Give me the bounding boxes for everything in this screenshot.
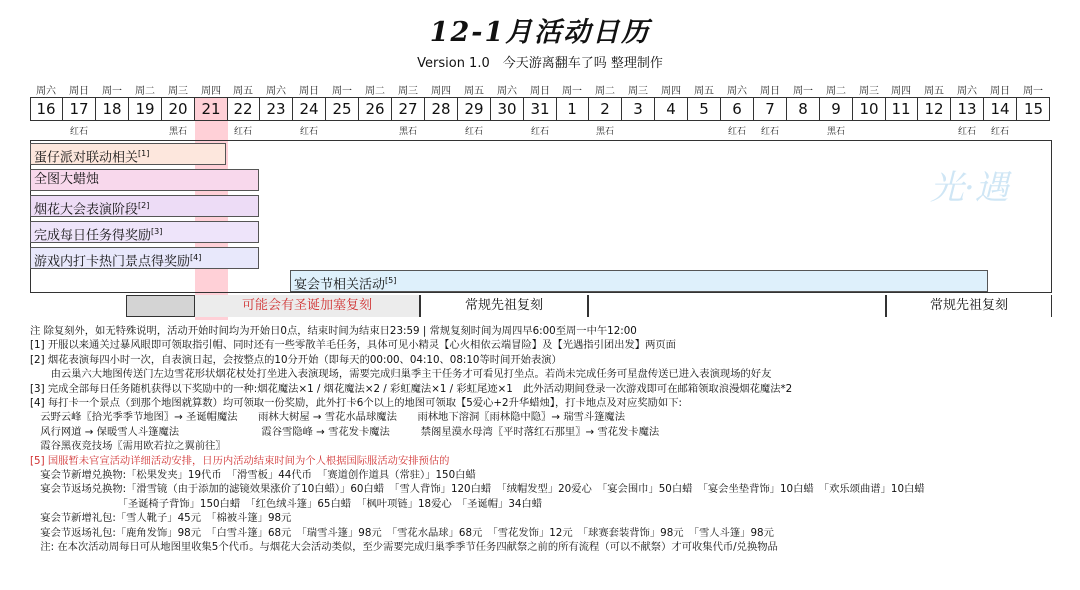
date-cell: 10 <box>853 97 886 121</box>
event-bar-fireworks <box>30 195 259 217</box>
date-cell: 30 <box>491 97 524 121</box>
event-label: 宴会节相关活动 <box>294 277 386 293</box>
stone-label: 红石 <box>464 127 483 137</box>
date-cell: 26 <box>359 97 392 121</box>
weekday-label: 周六 <box>36 86 56 97</box>
date-cell: 6 <box>721 97 754 121</box>
event-label: 全图大蜡烛 <box>34 172 100 187</box>
note-line: 宴会节返场兑换物:「滑雪镜（由于添加的滤镜效果涨价了10白蜡）」60白蜡 「雪人背饰」120白蜡 「绒帽发型」20爱心 「宴会围巾」50白蜡 「宴会坐垫背饰」10白蜡 「欢乐颂曲谱」10白蜡 <box>30 483 925 496</box>
date-cell: 4 <box>655 97 688 121</box>
note-line: 云野云峰〖拾光季季节地图〗→ 圣诞帽魔法 雨林大树屋 → 雪花水晶球魔法 雨林地下溶洞〖雨林隐中隐〗→ 瑞雪斗篷魔法 <box>30 411 626 424</box>
stone-label: 黑石 <box>398 127 417 137</box>
weekday-label: 周一 <box>1023 86 1043 97</box>
weekday-label: 周二 <box>595 86 615 97</box>
event-ref: [2] <box>138 201 150 210</box>
stone-label: 红石 <box>233 127 252 137</box>
weekday-label: 周三 <box>168 86 188 97</box>
event-label: 蛋仔派对联动相关 <box>34 150 139 166</box>
note-line: 宴会节新增礼包:「雪人靴子」45元 「棉被斗篷」98元 <box>30 512 292 525</box>
note-line: 「圣诞椅子背饰」150白蜡 「红色绒斗篷」65白蜡 「枫叶项链」18爱心 「圣诞帽」34白蜡 <box>30 497 543 510</box>
date-cell: 12 <box>918 97 951 121</box>
date-cell: 27 <box>392 97 425 121</box>
weekday-label: 周二 <box>365 86 385 97</box>
weekday-label: 周六 <box>266 86 286 97</box>
rerun-regular-1: 常规先祖复刻 <box>420 295 588 317</box>
weekday-label: 周一 <box>793 86 813 97</box>
event-label: 游戏内打卡热门景点得奖励 <box>34 254 191 270</box>
weekday-label: 周三 <box>859 86 879 97</box>
weekday-label: 周六 <box>957 86 977 97</box>
rerun-christmas: 可能会有圣诞加塞复刻 <box>194 295 420 317</box>
date-cell: 1 <box>556 97 589 121</box>
weekday-label: 周五 <box>694 86 714 97</box>
weekday-label: 周四 <box>891 86 911 97</box>
event-bar-eggy-party <box>30 143 226 165</box>
date-cell: 31 <box>524 97 557 121</box>
date-cell: 13 <box>951 97 984 121</box>
event-bar-daily <box>30 221 259 243</box>
date-cell: 2 <box>589 97 622 121</box>
date-cell: 24 <box>293 97 326 121</box>
weekday-label: 周二 <box>135 86 155 97</box>
note-line: [4] 每打卡一个景点（到那个地图就算数）均可领取一份奖励，此外打卡6个以上的地图可领取【5爱心+2升华蜡烛】，打卡地点及对应奖励如下: <box>30 397 682 410</box>
note-line: 宴会节返场礼包:「鹿角发饰」98元 「白雪斗篷」68元 「瑞雪斗篷」98元 「雪花水晶球」68元 「雪花发饰」12元 「球赛套装背饰」98元 「雪人斗篷」98元 <box>30 526 774 539</box>
weekday-label: 周一 <box>102 86 122 97</box>
weekday-label: 周日 <box>990 86 1010 97</box>
date-cell: 16 <box>30 97 63 121</box>
page-title: 12-1月活动日历 <box>429 17 651 48</box>
date-cell: 14 <box>984 97 1017 121</box>
weekday-label: 周日 <box>530 86 550 97</box>
stone-label: 红石 <box>957 127 976 137</box>
watermark-logo: 光·遇 <box>930 168 1009 208</box>
date-cell: 29 <box>458 97 491 121</box>
event-label: 烟花大会表演阶段 <box>34 202 139 218</box>
rerun-regular-2: 常规先祖复刻 <box>886 295 1052 317</box>
weekday-label: 周六 <box>497 86 517 97</box>
weekday-label: 周一 <box>332 86 352 97</box>
note-line: 注: 在本次活动周每日可从地图里收集5个代币。与烟花大会活动类似，至少需要完成归巢季季节任务四献祭之前的所有流程（可以不献祭）才可收集代币/兑换物品 <box>30 541 778 554</box>
note-line: [2] 烟花表演每四小时一次，自表演日起，会按整点的10分开始（即每天的00:00、04:10、08:10等时间开始表演） <box>30 353 562 366</box>
weekday-label: 周一 <box>562 86 582 97</box>
date-cell: 11 <box>885 97 918 121</box>
weekday-label: 周五 <box>464 86 484 97</box>
stone-label: 黑石 <box>595 127 614 137</box>
note-line: [3] 完成全部每日任务随机获得以下奖励中的一种:烟花魔法×1 / 烟花魔法×2 / 彩虹魔法×1 / 彩虹尾迹×1 此外活动期间登录一次游戏即可在邮箱领取浪漫烟花魔法*2 <box>30 382 793 395</box>
date-cell: 5 <box>688 97 721 121</box>
stone-label: 黑石 <box>826 127 845 137</box>
weekday-label: 周三 <box>628 86 648 97</box>
date-cell: 17 <box>63 97 96 121</box>
date-cell: 19 <box>129 97 162 121</box>
note-line: 由云巢六大地图传送门左边雪花形状烟花杖处打坐进入表演现场，需要完成归巢季主干任务才可看见打坐点。若尚未完成任务可星盘传送已进入表演现场的好友 <box>30 368 772 381</box>
weekday-label: 周六 <box>727 86 747 97</box>
rerun-gap <box>588 295 886 317</box>
notes <box>30 324 1070 555</box>
weekday-label: 周日 <box>760 86 780 97</box>
event-ref: [5] <box>385 276 397 285</box>
note-line: 宴会节新增兑换物:「松果发夹」19代币 「滑雪板」44代币 「赛道创作道具（常驻）」150白蜡 <box>30 469 476 482</box>
event-ref: [3] <box>151 227 163 236</box>
stone-label: 红石 <box>299 127 318 137</box>
date-cell: 8 <box>787 97 820 121</box>
note-line: 霞谷黑夜竞技场〖需用欧若拉之翼前往〗 <box>30 440 226 453</box>
stone-label: 红石 <box>69 127 88 137</box>
weekday-label: 周日 <box>299 86 319 97</box>
stone-label: 红石 <box>530 127 549 137</box>
weekday-label: 周日 <box>69 86 89 97</box>
weekday-label: 周四 <box>661 86 681 97</box>
weekday-label: 周二 <box>826 86 846 97</box>
note-line: [1] 开服以来通关过暴风眼即可领取指引帽、同时还有一些零散羊毛任务，具体可见小精灵【心火相依云端冒险】及【光遇指引团出发】两页面 <box>30 339 676 352</box>
date-cell: 9 <box>820 97 853 121</box>
date-cell: 18 <box>96 97 129 121</box>
event-label: 完成每日任务得奖励 <box>34 228 152 244</box>
note-line: 注 除复刻外，如无特殊说明，活动开始时间均为开始日0点，结束时间为结束日23:59 | 常规复刻时间为周四早6:00至周一中午12:00 <box>30 325 637 337</box>
event-bar-checkin <box>30 247 259 269</box>
event-bar-candle <box>30 169 259 191</box>
note-line: [5] 国服暂未官宣活动详细活动安排，日历内活动结束时间为个人根据国际服活动安排预估的 <box>30 454 450 467</box>
note-line: 风行网道 → 保暖雪人斗篷魔法 霞谷雪隐峰 → 雪花发卡魔法 禁阁星漠水母湾〖平时落红石那里〗→ 雪花发卡魔法 <box>30 425 660 438</box>
weekday-label: 周四 <box>201 86 221 97</box>
date-cell: 23 <box>260 97 293 121</box>
weekday-label: 周四 <box>431 86 451 97</box>
weekday-label: 周三 <box>398 86 418 97</box>
stone-label: 红石 <box>727 127 746 137</box>
event-ref: [1] <box>138 149 150 158</box>
date-cell: 22 <box>227 97 260 121</box>
date-cell: 3 <box>622 97 655 121</box>
date-cell: 20 <box>162 97 195 121</box>
date-cell: 28 <box>425 97 458 121</box>
page-subtitle: Version 1.0 今天游离翻车了吗 整理制作 <box>417 56 663 71</box>
event-bar-banquet <box>290 270 988 292</box>
stone-label: 黑石 <box>168 127 187 137</box>
weekday-label: 周五 <box>924 86 944 97</box>
date-cell: 15 <box>1023 100 1044 118</box>
weekday-label: 周五 <box>233 86 253 97</box>
stone-label: 红石 <box>760 127 779 137</box>
event-ref: [4] <box>190 253 202 262</box>
stone-label: 红石 <box>990 127 1009 137</box>
date-cell: 7 <box>754 97 787 121</box>
date-cell: 25 <box>326 97 359 121</box>
date-cell: 21 <box>195 97 228 121</box>
